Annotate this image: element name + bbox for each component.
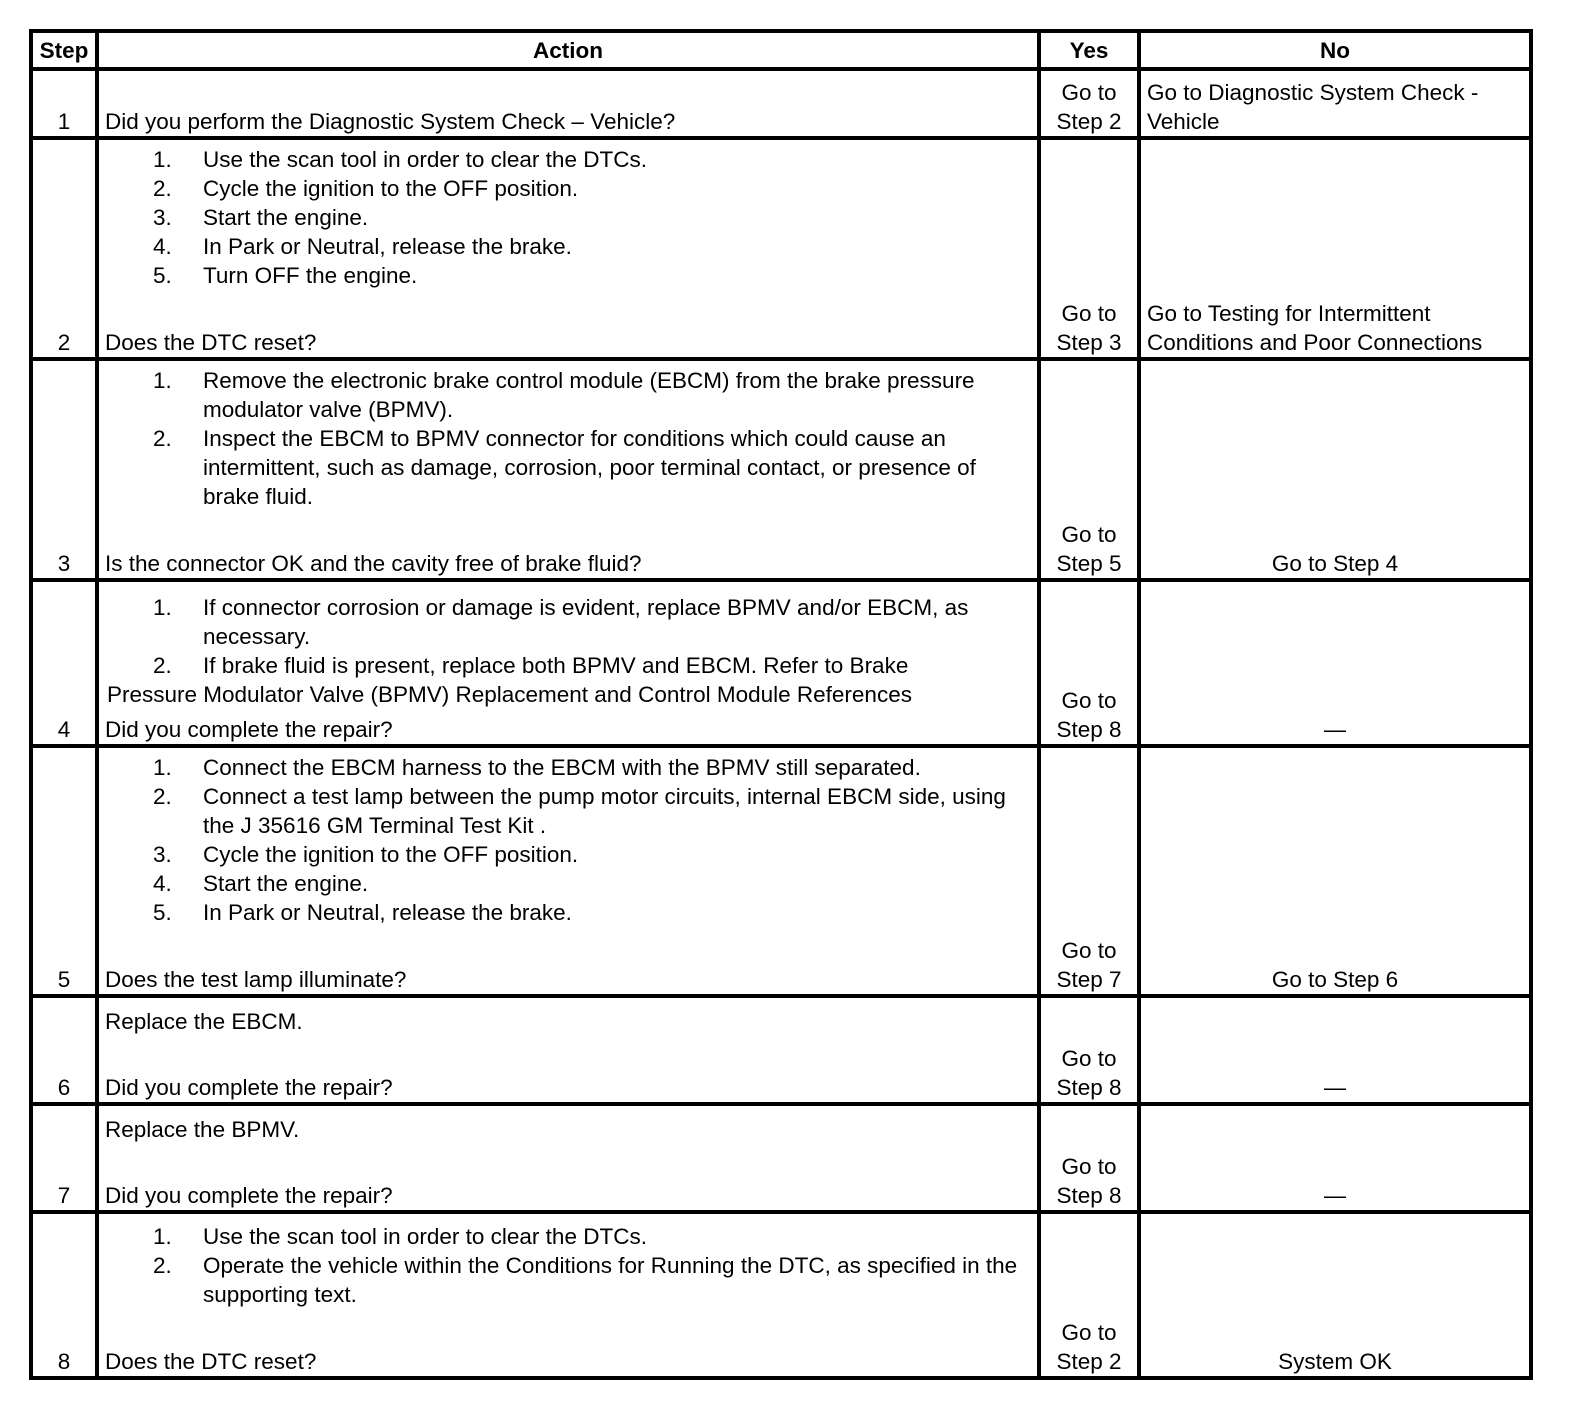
yes-line: Step 2 — [1056, 1349, 1122, 1374]
action-cell — [97, 138, 1039, 359]
action-steps-list — [105, 1222, 1031, 1309]
item-text: In Park or Neutral, release the brake. — [203, 900, 572, 925]
item-number: 2. — [153, 176, 172, 201]
action-cell — [97, 69, 1039, 138]
action-question: Does the DTC reset? — [105, 330, 317, 355]
item-number: 5. — [153, 900, 172, 925]
no-cell — [1139, 746, 1531, 996]
list-item — [105, 869, 1031, 898]
action-cell — [97, 996, 1039, 1104]
action-cell — [97, 1212, 1039, 1378]
yes-cell — [1039, 580, 1139, 746]
yes-line: Go to — [1061, 1046, 1117, 1071]
no-dash: — — [1324, 1183, 1346, 1208]
yes-line: Step 7 — [1056, 967, 1122, 992]
list-item — [105, 145, 1031, 174]
yes-line: Step 2 — [1056, 109, 1122, 134]
item-text: Cycle the ignition to the OFF position. — [203, 176, 579, 201]
no-line: Go to Step 4 — [1271, 551, 1399, 576]
no-cell — [1139, 1104, 1531, 1212]
no-cell — [1139, 138, 1531, 359]
list-item — [105, 261, 1031, 290]
action-steps-list — [105, 753, 1031, 927]
yes-line: Go to — [1061, 938, 1117, 963]
no-cell — [1139, 580, 1531, 746]
item-text: Cycle the ignition to the OFF position. — [203, 842, 579, 867]
no-cell — [1139, 69, 1531, 138]
action-steps-list — [105, 366, 1031, 511]
table-row — [31, 746, 1531, 996]
item-text: In Park or Neutral, release the brake. — [203, 234, 572, 259]
item-number: 2. — [153, 1253, 172, 1278]
action-question: Does the DTC reset? — [105, 1349, 317, 1374]
item-text: If brake fluid is present, replace both BPMV and EBCM. Refer to Brake — [203, 653, 909, 678]
table-row — [31, 580, 1531, 746]
item-number: 5. — [153, 263, 172, 288]
header-no: No — [1139, 31, 1531, 69]
item-number: 1. — [153, 147, 172, 172]
item-text: Start the engine. — [203, 205, 369, 230]
yes-line: Go to — [1061, 1320, 1117, 1345]
step-number: 3 — [31, 359, 97, 580]
item-number: 2. — [153, 426, 172, 451]
list-item — [105, 366, 1031, 424]
yes-line: Step 8 — [1056, 717, 1122, 742]
yes-line: Go to — [1061, 522, 1117, 547]
yes-line: Step 5 — [1056, 551, 1122, 576]
item-number: 2. — [153, 784, 172, 809]
action-intro: Did you perform the Diagnostic System Check – Vehicle? — [105, 109, 676, 134]
yes-cell — [1039, 138, 1139, 359]
list-item — [105, 1222, 1031, 1251]
item-text: If connector corrosion or damage is evident, replace BPMV and/or EBCM, as necessary. — [203, 595, 969, 649]
diagnostic-table — [29, 29, 1533, 1380]
no-cell — [1139, 359, 1531, 580]
table-row — [31, 996, 1531, 1104]
item-number: 1. — [153, 595, 172, 620]
no-line: Go to Step 6 — [1271, 967, 1399, 992]
yes-line: Step 8 — [1056, 1183, 1122, 1208]
yes-line: Go to — [1061, 688, 1117, 713]
list-item — [105, 651, 1031, 680]
list-item — [105, 782, 1031, 840]
action-question: Did you complete the repair? — [105, 717, 393, 742]
list-item — [105, 174, 1031, 203]
header-yes: Yes — [1039, 31, 1139, 69]
yes-cell — [1039, 996, 1139, 1104]
step-number: 2 — [31, 138, 97, 359]
item-text: Use the scan tool in order to clear the DTCs. — [203, 147, 647, 172]
item-number: 2. — [153, 653, 172, 678]
list-item — [105, 593, 1031, 651]
list-item — [105, 840, 1031, 869]
step-number: 8 — [31, 1212, 97, 1378]
yes-cell — [1039, 69, 1139, 138]
table-row — [31, 1104, 1531, 1212]
action-cell — [97, 580, 1039, 746]
action-question: Does the test lamp illuminate? — [105, 967, 407, 992]
item-text: Operate the vehicle within the Conditions for Running the DTC, as specified in the supporting text. — [203, 1253, 1018, 1307]
item-number: 4. — [153, 234, 172, 259]
no-line: System OK — [1278, 1349, 1392, 1374]
yes-line: Step 3 — [1056, 330, 1122, 355]
yes-line: Step 8 — [1056, 1075, 1122, 1100]
table-row — [31, 1212, 1531, 1378]
step-number: 1 — [31, 69, 97, 138]
step-number: 5 — [31, 746, 97, 996]
action-cell — [97, 1104, 1039, 1212]
table-header-row — [31, 31, 1531, 69]
reference-text: Pressure Modulator Valve (BPMV) Replacement and Control Module References — [107, 682, 912, 707]
yes-cell — [1039, 1212, 1139, 1378]
action-cell — [97, 746, 1039, 996]
step-number: 7 — [31, 1104, 97, 1212]
table-row — [31, 69, 1531, 138]
no-line: Conditions and Poor Connections — [1147, 330, 1483, 355]
yes-line: Go to — [1061, 301, 1117, 326]
item-text: Remove the electronic brake control module (EBCM) from the brake pressure modulator valve (BPMV). — [203, 368, 975, 422]
yes-cell — [1039, 359, 1139, 580]
no-line: Vehicle — [1147, 109, 1220, 134]
item-number: 1. — [153, 1224, 172, 1249]
list-item — [105, 203, 1031, 232]
action-question: Is the connector OK and the cavity free of brake fluid? — [105, 551, 642, 576]
step-number: 4 — [31, 580, 97, 746]
list-item — [105, 1251, 1031, 1309]
table-row — [31, 359, 1531, 580]
list-item — [105, 424, 1031, 511]
action-question: Did you complete the repair? — [105, 1183, 393, 1208]
no-cell — [1139, 1212, 1531, 1378]
item-number: 3. — [153, 205, 172, 230]
yes-line: Go to — [1061, 1154, 1117, 1179]
action-intro: Replace the BPMV. — [105, 1117, 300, 1142]
item-number: 1. — [153, 755, 172, 780]
no-line: Go to Testing for Intermittent — [1147, 301, 1431, 326]
action-steps-list — [105, 593, 1031, 680]
list-item — [105, 898, 1031, 927]
item-number: 1. — [153, 368, 172, 393]
no-cell — [1139, 996, 1531, 1104]
header-step: Step — [31, 31, 97, 69]
list-item — [105, 753, 1031, 782]
action-steps-list — [105, 145, 1031, 290]
yes-cell — [1039, 746, 1139, 996]
header-action: Action — [97, 31, 1039, 69]
no-dash: — — [1324, 717, 1346, 742]
item-text: Inspect the EBCM to BPMV connector for conditions which could cause an intermittent, such as damage, corrosion, poor terminal contact, or presence of brake fluid. — [203, 426, 976, 509]
action-intro: Replace the EBCM. — [105, 1009, 303, 1034]
item-text: Use the scan tool in order to clear the DTCs. — [203, 1224, 647, 1249]
table-row — [31, 138, 1531, 359]
action-cell — [97, 359, 1039, 580]
action-question: Did you complete the repair? — [105, 1075, 393, 1100]
no-dash: — — [1324, 1075, 1346, 1100]
no-line: Go to Diagnostic System Check - — [1147, 80, 1479, 105]
item-number: 3. — [153, 842, 172, 867]
yes-line: Go to — [1061, 80, 1117, 105]
item-text: Connect a test lamp between the pump motor circuits, internal EBCM side, using the J 35616 GM Terminal Test Kit . — [203, 784, 1006, 838]
item-text: Connect the EBCM harness to the EBCM with the BPMV still separated. — [203, 755, 921, 780]
yes-cell — [1039, 1104, 1139, 1212]
step-number: 6 — [31, 996, 97, 1104]
item-text: Start the engine. — [203, 871, 369, 896]
item-text: Turn OFF the engine. — [203, 263, 418, 288]
list-item — [105, 232, 1031, 261]
item-number: 4. — [153, 871, 172, 896]
